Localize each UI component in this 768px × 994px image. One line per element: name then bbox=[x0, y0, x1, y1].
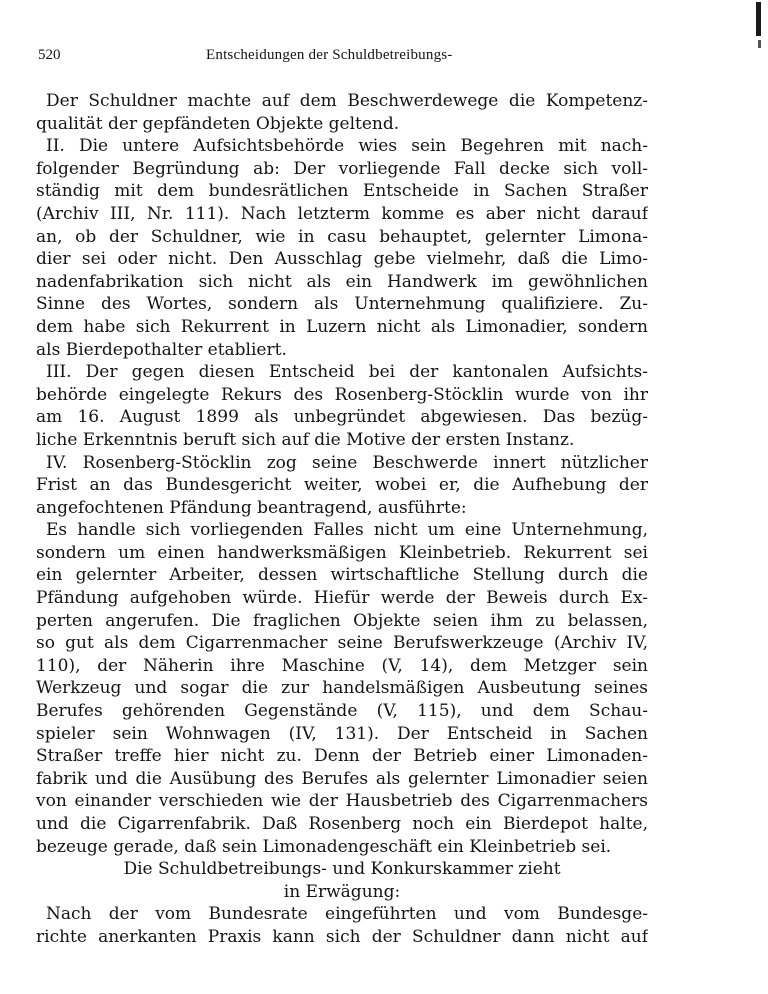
section-heading: in Erwägung: bbox=[283, 881, 401, 902]
text-line: sondern um einen handwerksmäßigen Kleinbetrieb. Rekurrent sei bbox=[36, 542, 648, 563]
text-line: qualität der gepfändeten Objekte geltend. bbox=[36, 113, 400, 134]
text-line: dem habe sich Rekurrent in Luzern nicht als Limonadier, sondern bbox=[36, 316, 648, 337]
text-line: Es handle sich vorliegenden Falles nicht um eine Unternehmung, bbox=[46, 520, 648, 541]
text-line: an, ob der Schuldner, wie in casu behauptet, gelernter Limona- bbox=[36, 226, 648, 247]
text-line: richte anerkanten Praxis kann sich der Schuldner dann nicht auf bbox=[36, 926, 648, 947]
text-line: perten angerufen. Die fraglichen Objekte seien ihm zu belassen, bbox=[36, 610, 648, 631]
text-line: und die Cigarrenfabrik. Daß Rosenberg noch ein Bierdepot halte, bbox=[36, 814, 648, 834]
section-heading: Die Schuldbetreibungs- und Konkurskammer zieht bbox=[123, 859, 561, 880]
text-line: Pfändung aufgehoben würde. Hiefür werde der Beweis durch Ex- bbox=[36, 588, 648, 609]
text-line: 110), der Näherin ihre Maschine (V, 14), dem Metzger sein bbox=[36, 655, 648, 676]
text-line: Nach der vom Bundesrate eingeführten und vom Bundesge- bbox=[46, 904, 648, 925]
text-line: von einander verschieden wie der Hausbetrieb des Cigarrenmachers bbox=[36, 791, 648, 812]
text-line: Frist an das Bundesgericht weiter, wobei er, die Aufhebung der bbox=[36, 475, 648, 496]
text-line: II. Die untere Aufsichtsbehörde wies sein Begehren mit nach- bbox=[46, 136, 648, 157]
text-line: III. Der gegen diesen Entscheid bei der kantonalen Aufsichts- bbox=[46, 362, 648, 383]
text-line: IV. Rosenberg-Stöcklin zog seine Beschwerde innert nützlicher bbox=[46, 452, 648, 473]
margin-mark bbox=[756, 2, 761, 36]
text-line: als Bierdepothalter etabliert. bbox=[36, 339, 287, 360]
text-line: fabrik und die Ausübung des Berufes als gelernter Limonadier seien bbox=[36, 768, 648, 789]
text-line: ständig mit dem bundesrätlichen Entscheide in Sachen Straßer bbox=[36, 181, 648, 202]
running-title: Entscheidungen der Schuldbetreibungs- bbox=[206, 47, 453, 63]
text-line: am 16. August 1899 als unbegründet abgewiesen. Das bezüg- bbox=[36, 407, 648, 428]
page-header bbox=[38, 47, 648, 71]
text-line: Berufes gehörenden Gegenstände (V, 115), und dem Schau- bbox=[36, 701, 648, 722]
text-line: Werkzeug und sogar die zur handelsmäßigen Ausbeutung seines bbox=[36, 678, 648, 699]
text-line: behörde eingelegte Rekurs des Rosenberg-Stöcklin wurde von ihr bbox=[36, 384, 648, 405]
page-number: 520 bbox=[38, 47, 61, 63]
margin-dot bbox=[758, 40, 761, 48]
text-line: Straßer treffe hier nicht zu. Denn der Betrieb einer Limonaden- bbox=[36, 746, 648, 767]
text-line: angefochtenen Pfändung beantragend, ausführte: bbox=[36, 497, 467, 518]
text-line: (Archiv III, Nr. 111). Nach letzterm komme es aber nicht darauf bbox=[36, 203, 648, 224]
text-line: nadenfabrikation sich nicht als ein Handwerk im gewöhnlichen bbox=[36, 271, 648, 292]
text-line: Sinne des Wortes, sondern als Unternehmung qualifiziere. Zu- bbox=[36, 294, 648, 315]
text-line: liche Erkenntnis beruft sich auf die Motive der ersten Instanz. bbox=[36, 429, 575, 450]
text-line: spieler sein Wohnwagen (IV, 131). Der Entscheid in Sachen bbox=[36, 723, 648, 744]
text-line: dier sei oder nicht. Den Ausschlag gebe vielmehr, daß die Limo- bbox=[36, 249, 648, 270]
text-line: bezeuge gerade, daß sein Limonadengeschäft ein Kleinbetrieb sei. bbox=[36, 836, 612, 857]
text-line: ein gelernter Arbeiter, dessen wirtschaftliche Stellung durch die bbox=[36, 565, 648, 586]
text-line: folgender Begründung ab: Der vorliegende Fall decke sich voll- bbox=[36, 158, 648, 179]
text-line: Der Schuldner machte auf dem Beschwerdewege die Kompetenz- bbox=[46, 91, 648, 111]
body-text bbox=[36, 90, 648, 949]
text-line: so gut als dem Cigarrenmacher seine Berufswerkzeuge (Archiv IV, bbox=[36, 633, 648, 654]
